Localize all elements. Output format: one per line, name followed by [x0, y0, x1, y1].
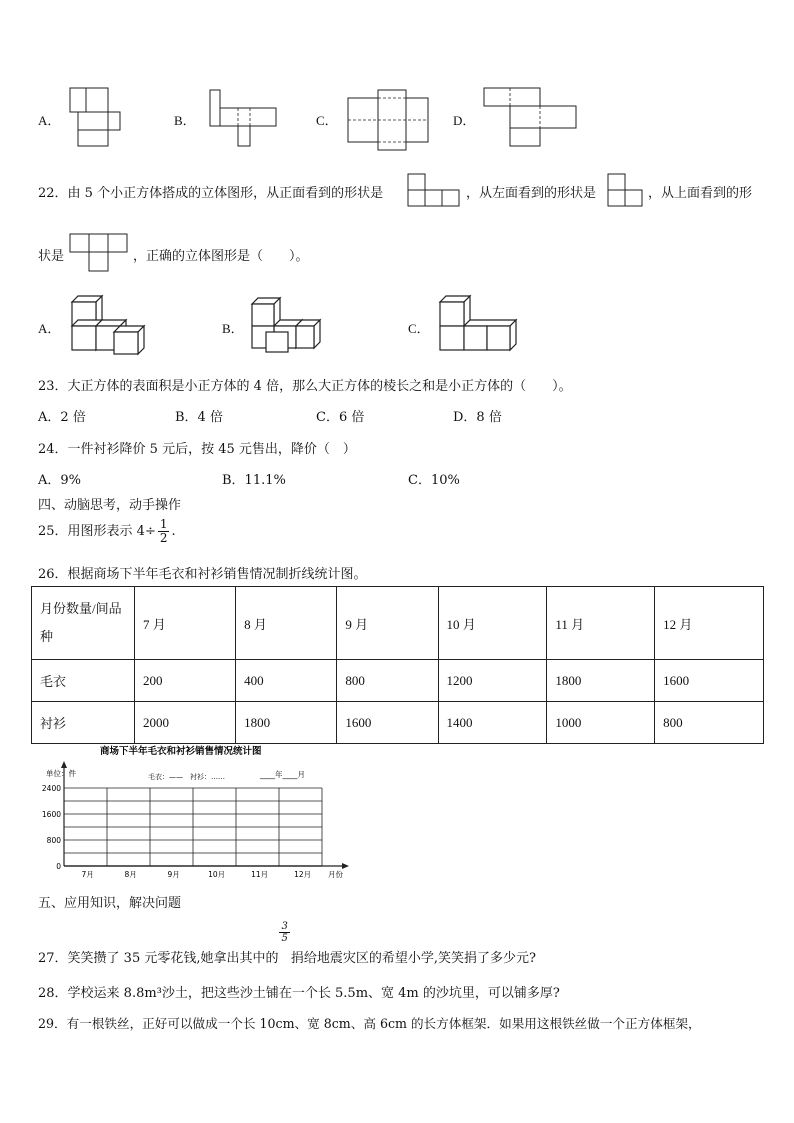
sales-table-cell: 1000	[547, 702, 655, 744]
q26-text: 26．根据商场下半年毛衣和衬衫销售情况制折线统计图。	[38, 567, 367, 582]
q21-net-a-figure	[68, 86, 128, 148]
q22-option-b-label: B．	[222, 321, 244, 336]
sales-table-month-cell: 8 月	[236, 587, 337, 660]
q21-option-b-label: B．	[174, 113, 196, 128]
q21-option-a-label: A．	[38, 113, 61, 128]
q21-option-d-label: D．	[453, 113, 476, 128]
q22-option-c-label: C．	[408, 321, 430, 336]
q25-suffix: .	[171, 524, 176, 539]
q25-fraction-numerator: 1	[159, 517, 168, 531]
sales-table-header-row	[32, 587, 764, 660]
q24-option-b: B．11.1%	[222, 473, 286, 488]
q29-text: 29．有一根铁丝，正好可以做成一个长 10cm、宽 8cm、高 6cm 的长方体框架．如果用这根铁丝做一个正方体框架，	[38, 1016, 701, 1031]
sales-table-row-sweater	[32, 660, 764, 702]
chart-unit-label: 单位：件	[46, 769, 76, 778]
sales-table-row-label: 衬衫	[32, 702, 135, 744]
q23-option-a: A．2 倍	[38, 410, 86, 425]
q25-fraction	[158, 518, 170, 545]
q21-net-d-figure	[482, 86, 580, 148]
q27-fraction-denominator: 5	[281, 933, 288, 944]
q27-prefix: 27．笑笑攒了 35 元零花钱,她拿出其中的	[38, 951, 279, 966]
q22-front-view-figure	[407, 172, 461, 208]
chart-x-tick-label: 7月	[81, 870, 94, 879]
q25-line	[38, 518, 176, 545]
sales-table-month-cell: 12 月	[655, 587, 764, 660]
sales-table-cell: 800	[655, 702, 764, 744]
q22-left-view-figure	[607, 172, 643, 208]
section-5-heading: 五、应用知识，解决问题	[38, 896, 182, 911]
chart-y-tick-label: 1600	[41, 810, 61, 819]
sales-table-row-label: 毛衣	[32, 660, 135, 702]
chart-x-axis-end-label: 月份	[328, 870, 343, 879]
q22-text-part5: ，正确的立体图形是（ ）。	[133, 249, 309, 264]
chart-x-tick-label: 11月	[251, 870, 269, 879]
q21-net-c-figure	[346, 88, 430, 152]
q22-text-part4: 状是	[38, 249, 65, 264]
sales-table-cell: 200	[135, 660, 236, 702]
chart-y-tick-label: 0	[56, 862, 61, 871]
sales-table-cell: 400	[236, 660, 337, 702]
q23-option-b: B．4 倍	[175, 410, 223, 425]
sales-table-month-cell: 10 月	[438, 587, 547, 660]
q23-option-c: C．6 倍	[316, 410, 365, 425]
sales-table-cell: 1600	[337, 702, 438, 744]
chart-x-tick-label: 10月	[208, 870, 226, 879]
q21-net-b-figure	[208, 88, 278, 150]
chart-x-tick-label: 8月	[124, 870, 137, 879]
chart-y-tick-label: 2400	[41, 784, 61, 793]
chart-date-blank: ____年____月	[260, 770, 305, 779]
chart-title: 商场下半年毛衣和衬衫销售情况统计图	[100, 746, 262, 757]
q21-option-c-label: C．	[316, 113, 338, 128]
sales-table-cell: 1800	[236, 702, 337, 744]
q22-text-part3: ，从上面看到的形	[648, 186, 753, 201]
chart-y-tick-label: 800	[46, 836, 61, 845]
q24-text: 24．一件衬衫降价 5 元后，按 45 元售出，降价（ ）	[38, 442, 356, 457]
q27-suffix: 捐给地震灾区的希望小学,笑笑捐了多少元?	[290, 951, 536, 966]
sales-table-cell: 1600	[655, 660, 764, 702]
q22-option-b-solid-figure	[250, 296, 324, 356]
sales-line-chart	[38, 744, 358, 884]
sales-table-row-shirt	[32, 702, 764, 744]
sales-table-corner-cell: 月份数量/间品种	[32, 587, 135, 660]
section-4-heading: 四、动脑思考，动手操作	[38, 498, 182, 513]
q22-text-part2: ，从左面看到的形状是	[466, 186, 597, 201]
q28-text: 28．学校运来 8.8m³沙土，把这些沙土铺在一个长 5.5m、宽 4m 的沙坑里，可以铺多厚?	[38, 986, 560, 1001]
q23-option-d: D．8 倍	[453, 410, 502, 425]
q23-text: 23．大正方体的表面积是小正方体的 4 倍，那么大正方体的棱长之和是小正方体的（ ）。	[38, 379, 572, 394]
q22-top-view-figure	[69, 233, 129, 273]
chart-legend: 毛衣：—— 衬衫：……	[148, 773, 225, 781]
sales-table-cell: 1200	[438, 660, 547, 702]
sales-table-month-cell: 11 月	[547, 587, 655, 660]
q24-option-a: A．9%	[38, 473, 82, 488]
sales-table-month-cell: 9 月	[337, 587, 438, 660]
sales-table-cell: 1400	[438, 702, 547, 744]
chart-x-tick-label: 12月	[294, 870, 312, 879]
q27-fraction-numerator: 3	[281, 921, 288, 932]
sales-table-cell: 800	[337, 660, 438, 702]
q22-option-a-label: A．	[38, 321, 61, 336]
chart-x-tick-label: 9月	[167, 870, 180, 879]
q25-prefix: 25．用图形表示 4÷	[38, 524, 156, 539]
q22-option-c-solid-figure	[436, 294, 518, 356]
q27-fraction	[279, 921, 289, 944]
sales-table-cell: 2000	[135, 702, 236, 744]
q25-fraction-denominator: 2	[159, 531, 168, 545]
sales-table-cell: 1800	[547, 660, 655, 702]
q22-option-a-solid-figure	[68, 294, 152, 356]
sales-table	[31, 586, 764, 744]
q24-option-c: C．10%	[408, 473, 460, 488]
sales-table-month-cell: 7 月	[135, 587, 236, 660]
q22-text-part1: 22．由 5 个小正方体搭成的立体图形，从正面看到的形状是	[38, 186, 384, 201]
q27-line	[38, 921, 536, 966]
chart-x-axis-arrow	[342, 863, 349, 869]
chart-y-axis-arrow	[61, 761, 67, 768]
